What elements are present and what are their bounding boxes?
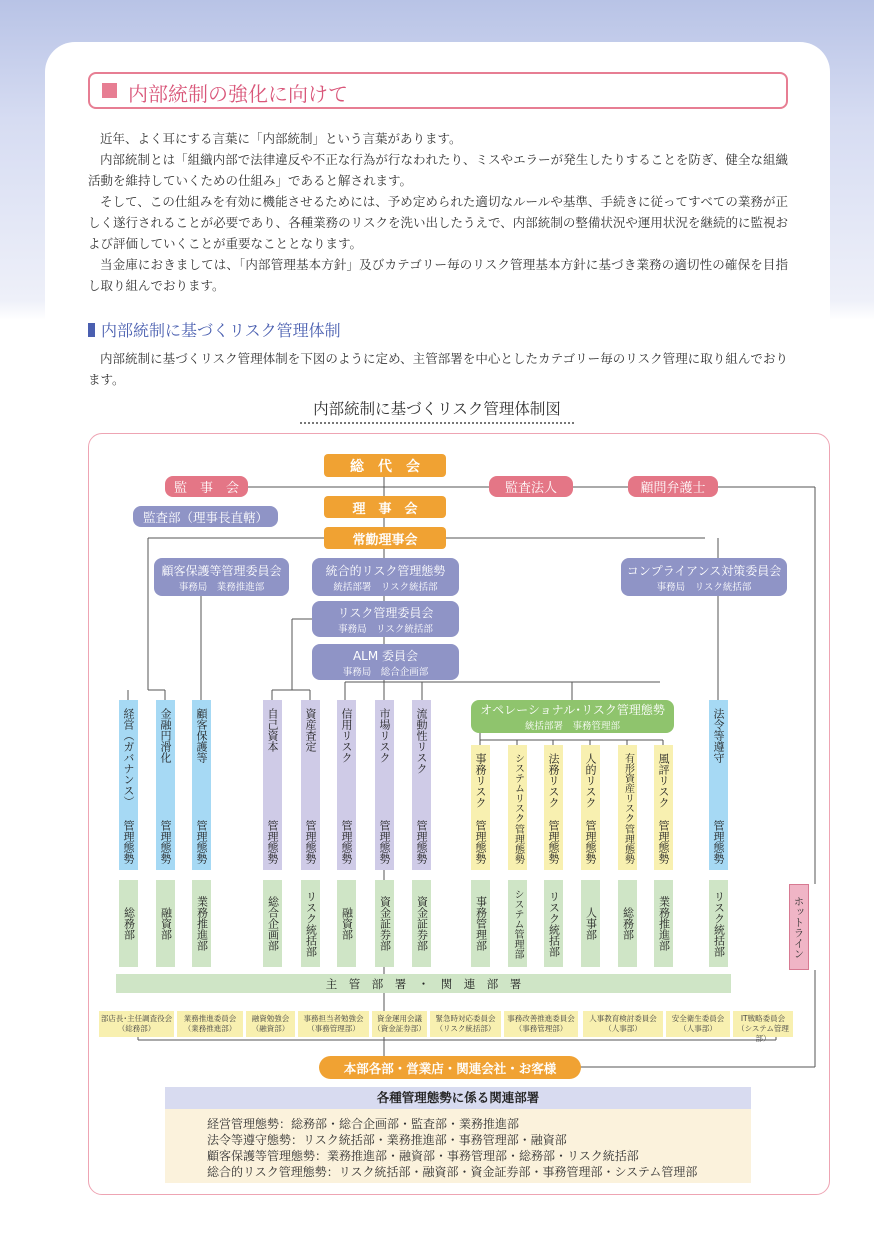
kansahojin-box: 監査法人 xyxy=(489,476,573,497)
related-line: 法令等遵守態勢：リスク統括部・業務推進部・事務管理部・融資部 xyxy=(207,1133,567,1147)
column-shinyo xyxy=(337,700,356,870)
column-ryudosei xyxy=(412,700,431,870)
committee-item xyxy=(583,1011,663,1037)
committee-name: オペレーショナル･リスク管理態勢 xyxy=(480,703,665,717)
dept-cell: 総合企画部 xyxy=(263,880,282,967)
column-suffix: 管理態勢 xyxy=(657,820,670,864)
bottom-bar: 本部各部・営業店・関連会社・お客様 xyxy=(319,1056,581,1079)
intro-paragraph: 内部統制とは「組織内部で法律違反や不正な行為が行なわれたり、ミスやエラーが発生したりすることを防ぎ、健全な組織活動を維持していくための仕組み」であると解されます。 xyxy=(88,152,788,188)
committee-item xyxy=(246,1011,295,1037)
committee-sub: 事務局 総合企画部 xyxy=(342,666,429,678)
committee-sub: 統括部署 事務管理部 xyxy=(524,721,620,732)
column-label: 法令等遵守 xyxy=(712,708,725,763)
diagram-title: 内部統制に基づくリスク管理体制図 xyxy=(300,397,574,424)
dept-cell: 業務推進部 xyxy=(192,880,211,967)
related-heading: 各種管理態勢に係る関連部署 xyxy=(165,1087,751,1109)
committee-name: 融資勉強会 xyxy=(251,1014,290,1023)
column-keiei xyxy=(119,700,138,870)
committee-dept: （事務管理部） xyxy=(307,1024,360,1033)
committee-item xyxy=(177,1011,243,1037)
column-suffix: 管理態勢 xyxy=(340,820,353,864)
kokyaku-iinkai-box xyxy=(154,558,289,596)
compliance-box xyxy=(621,558,787,596)
dept-cell: リスク統括部 xyxy=(544,880,563,967)
column-system xyxy=(508,745,527,870)
column-fuhyo xyxy=(654,745,673,870)
column-homu xyxy=(544,745,563,870)
committee-sub: 事務局 業務推進部 xyxy=(178,581,265,593)
alm-box xyxy=(312,644,459,680)
komon-box: 顧問弁護士 xyxy=(628,476,718,497)
dept-cell: 総務部 xyxy=(119,880,138,967)
column-suffix: 管理態勢 xyxy=(122,820,135,864)
committee-name: 部店長･主任調査役会 xyxy=(100,1014,173,1023)
operational-box xyxy=(471,700,674,733)
committee-item xyxy=(372,1011,427,1037)
dept-cell: 資金証券部 xyxy=(412,880,431,967)
dept-cell: 融資部 xyxy=(337,880,356,967)
column-suffix: 管理態勢 xyxy=(266,820,279,864)
soudaikai-box: 総 代 会 xyxy=(324,454,446,477)
column-label: 事務リスク xyxy=(474,753,487,808)
column-label: 顧客保護等 xyxy=(195,708,208,763)
committee-name: コンプライアンス対策委員会 xyxy=(626,563,782,578)
committee-item xyxy=(504,1011,578,1037)
committee-name: 事務改善推進委員会 xyxy=(507,1014,575,1023)
committee-item xyxy=(666,1011,730,1037)
committee-dept: （事務管理部） xyxy=(514,1024,568,1033)
related-line: 顧客保護等管理態勢：業務推進部・融資部・事務管理部・総務部・リスク統括部 xyxy=(207,1149,639,1163)
sogo-risk-box xyxy=(312,558,459,596)
column-yukei xyxy=(618,745,637,870)
committee-dept: （人事部） xyxy=(679,1024,717,1033)
dept-cell: 業務推進部 xyxy=(654,880,673,967)
committee-name: IT戦略委員会 xyxy=(740,1014,786,1023)
risk-iinkai-box xyxy=(312,601,459,637)
dept-cell: 事務管理部 xyxy=(471,880,490,967)
committee-item xyxy=(99,1011,174,1037)
committee-name: 人事教育検討委員会 xyxy=(589,1014,657,1023)
column-jimu xyxy=(471,745,490,870)
related-departments-box xyxy=(165,1087,751,1183)
section-title: 内部統制の強化に向けて xyxy=(128,82,348,106)
related-line: 経営管理態勢：総務部・総合企画部・監査部・業務推進部 xyxy=(207,1117,520,1131)
column-label: 流動性リスク xyxy=(415,708,428,774)
committee-dept: （人事部） xyxy=(604,1024,642,1033)
column-suffix: 管理態勢 xyxy=(622,824,634,864)
committee-name: リスク管理委員会 xyxy=(337,605,434,620)
committee-name: 事務担当者勉強会 xyxy=(303,1014,364,1023)
column-shijo xyxy=(375,700,394,870)
column-label: 有形資産リスク xyxy=(622,753,634,823)
column-jinteki xyxy=(581,745,600,870)
column-suffix: 管理態勢 xyxy=(584,820,597,864)
dept-cell: システム管理部 xyxy=(508,880,527,967)
committee-name: ALM 委員会 xyxy=(352,648,419,663)
committee-name: 資金運用会議 xyxy=(377,1014,422,1023)
dept-cell: リスク統括部 xyxy=(301,880,320,967)
committee-sub: 事務局 リスク統括部 xyxy=(338,623,433,635)
committee-dept: （システム管理部） xyxy=(737,1024,789,1043)
committee-item xyxy=(430,1011,501,1037)
committee-item xyxy=(733,1011,793,1043)
committee-name: 安全衛生委員会 xyxy=(671,1014,725,1023)
column-suffix: 管理態勢 xyxy=(512,824,524,864)
jomu-box: 常勤理事会 xyxy=(324,527,446,549)
dept-cell: 融資部 xyxy=(156,880,175,967)
subsection-text: 内部統制に基づくリスク管理体制を下図のように定め、主管部署を中心としたカテゴリー毎のリスク管理に取り組んでおります。 xyxy=(88,351,788,387)
column-label: システムリスク xyxy=(512,753,524,823)
committee-sub: 統括部署 リスク統括部 xyxy=(333,581,438,593)
column-suffix: 管理態勢 xyxy=(159,820,172,864)
column-kokyaku xyxy=(192,700,211,870)
committee-dept: （リスク統括部） xyxy=(435,1024,496,1033)
committee-dept: （業務推進部） xyxy=(183,1024,237,1033)
column-label: 風評リスク xyxy=(657,753,670,808)
column-suffix: 管理態勢 xyxy=(195,820,208,864)
committee-item xyxy=(298,1011,369,1037)
column-shisan xyxy=(301,700,320,870)
column-label: 資産査定 xyxy=(304,708,317,752)
rijikai-box: 理 事 会 xyxy=(324,496,446,518)
committee-name: 業務推進委員会 xyxy=(183,1014,237,1023)
dept-cell: 人事部 xyxy=(581,880,600,967)
column-label: 金融円滑化 xyxy=(159,708,172,763)
column-suffix: 管理態勢 xyxy=(547,820,560,864)
column-horei xyxy=(709,700,728,870)
column-suffix: 管理態勢 xyxy=(474,820,487,864)
intro-paragraph: 近年、よく耳にする言葉に「内部統制」という言葉があります。 xyxy=(100,131,462,146)
column-suffix: 管理態勢 xyxy=(415,820,428,864)
subsection-title: 内部統制に基づくリスク管理体制 xyxy=(101,321,341,340)
committee-name: 緊急時対応委員会 xyxy=(435,1014,496,1023)
column-kinyu xyxy=(156,700,175,870)
dept-cell: 資金証券部 xyxy=(375,880,394,967)
committee-name: 統合的リスク管理態勢 xyxy=(325,563,446,578)
column-label: 経営（ガバナンス） xyxy=(122,708,135,807)
committee-name: 顧客保護等管理委員会 xyxy=(161,563,282,578)
shukan-band: 主 管 部 署 ・ 関 連 部 署 xyxy=(116,974,731,993)
intro-paragraph: そして、この仕組みを有効に機能させるためには、予め定められた適切なルールや基準、手続きに従ってすべての業務が正しく遂行されることが必要であり、各種業務のリスクを洗い出したうえで、内部統制の整備状況や運用状況を継続的に監視および評価していくことが重要なこととなります。 xyxy=(88,194,788,251)
kansabu-box: 監査部（理事長直轄） xyxy=(133,506,278,527)
column-suffix: 管理態勢 xyxy=(378,820,391,864)
column-suffix: 管理態勢 xyxy=(304,820,317,864)
column-jikoshihon xyxy=(263,700,282,870)
hotline-box: ホットライン xyxy=(789,884,809,970)
column-label: 法務リスク xyxy=(547,753,560,808)
intro-paragraph: 当金庫におきましては、「内部管理基本方針」及びカテゴリー毎のリスク管理基本方針に基づき業務の適切性の確保を目指し取り組んでおります。 xyxy=(88,257,788,293)
column-label: 信用リスク xyxy=(340,708,353,763)
column-suffix: 管理態勢 xyxy=(712,820,725,864)
column-label: 市場リスク xyxy=(378,708,391,763)
column-label: 自己資本 xyxy=(266,708,279,752)
committee-dept: （総務部） xyxy=(117,1024,156,1033)
column-label: 人的リスク xyxy=(584,753,597,808)
kansakai-box: 監 事 会 xyxy=(165,476,248,497)
committee-sub: 事務局 リスク統括部 xyxy=(656,581,752,593)
related-line: 総合的リスク管理態勢：リスク統括部・融資部・資金証券部・事務管理部・システム管理部 xyxy=(207,1165,698,1179)
committee-dept: （融資部） xyxy=(251,1024,290,1033)
committee-dept: （資金証券部） xyxy=(373,1024,426,1033)
dept-cell: リスク統括部 xyxy=(709,880,728,967)
dept-cell: 総務部 xyxy=(618,880,637,967)
